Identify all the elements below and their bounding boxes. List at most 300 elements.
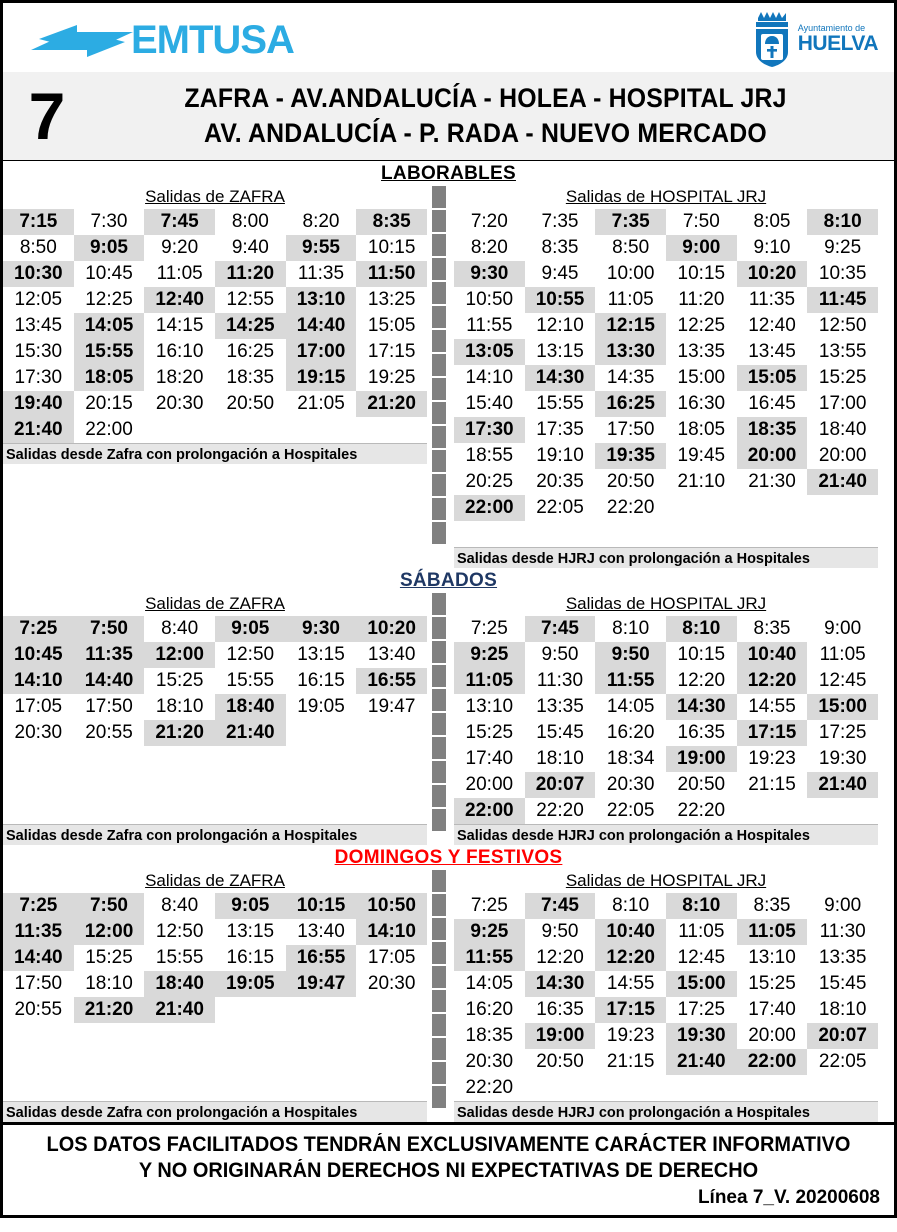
- column-divider: [435, 186, 443, 568]
- time-cell: 19:25: [367, 366, 416, 388]
- time-cell: 10:15: [367, 236, 416, 258]
- route-number: 7: [28, 79, 66, 153]
- column-note-right: Salidas desde HJRJ con prolongación a Hospitales: [454, 824, 878, 845]
- time-cell: 8:50: [19, 236, 57, 258]
- time-cell: 16:20: [465, 998, 514, 1020]
- time-cell: 19:00: [525, 1023, 596, 1049]
- time-cell: 21:20: [74, 997, 145, 1023]
- times-grid-left: [3, 616, 427, 746]
- time-cell: 19:23: [748, 747, 796, 769]
- time-cell: 15:25: [818, 366, 867, 388]
- time-cell: 12:20: [677, 669, 726, 691]
- time-cell: 12:55: [226, 288, 275, 310]
- time-cell: 11:35: [74, 642, 145, 668]
- disclaimer-line-2: Y NO ORIGINARÁN DERECHOS NI EXPECTATIVAS DE DERECHO: [138, 1158, 759, 1182]
- time-cell: 12:00: [74, 919, 145, 945]
- time-cell: 8:10: [612, 617, 650, 639]
- divider-dash: [432, 689, 446, 711]
- column-header-left: Salidas de ZAFRA: [145, 870, 285, 890]
- column-header-right: Salidas de HOSPITAL JRJ: [565, 593, 767, 613]
- time-cell: 14:30: [525, 971, 596, 997]
- time-cell-empty: [356, 720, 427, 746]
- time-cell: 20:30: [367, 972, 416, 994]
- time-cell: 7:25: [3, 893, 74, 919]
- time-cell: 7:50: [74, 616, 145, 642]
- time-cell: 21:30: [748, 470, 796, 492]
- huelva-crest-icon: [752, 10, 792, 68]
- time-cell: 19:47: [286, 971, 357, 997]
- time-cell: 18:35: [465, 1024, 514, 1046]
- time-cell: 17:50: [85, 695, 133, 717]
- divider-dash: [432, 258, 446, 280]
- time-cell: 20:50: [677, 773, 726, 795]
- time-cell: 20:50: [536, 1050, 584, 1072]
- column-header-left: Salidas de ZAFRA: [145, 186, 285, 206]
- time-cell: 11:35: [748, 288, 796, 310]
- time-cell: 13:15: [536, 340, 584, 362]
- huelva-label: HUELVA: [797, 32, 878, 55]
- divider-dash: [432, 234, 446, 256]
- time-cell: 16:35: [677, 721, 726, 743]
- time-cell: 21:40: [807, 772, 878, 798]
- divider-dash: [432, 593, 446, 615]
- time-cell: 21:20: [356, 391, 427, 417]
- time-cell: 10:15: [677, 643, 726, 665]
- column-header-left: Salidas de ZAFRA: [145, 593, 285, 613]
- divider-dash: [432, 450, 446, 472]
- time-cell: 11:05: [819, 643, 866, 665]
- time-cell: 16:45: [748, 392, 796, 414]
- time-cell: 12:25: [677, 314, 726, 336]
- section-title-sabados: SÁBADOS: [399, 569, 498, 591]
- time-cell: 7:50: [74, 893, 145, 919]
- time-cell: 13:45: [748, 340, 796, 362]
- column-note-right: Salidas desde HJRJ con prolongación a Hospitales: [454, 547, 878, 568]
- time-cell: 10:50: [356, 893, 427, 919]
- time-cell: 10:35: [818, 262, 867, 284]
- schedule-column-left: [3, 593, 427, 845]
- time-cell: 14:40: [286, 313, 357, 339]
- divider-dash: [432, 1014, 446, 1036]
- time-cell: 15:00: [807, 694, 878, 720]
- time-cell: 7:25: [470, 617, 508, 639]
- time-cell: 11:30: [536, 669, 584, 691]
- time-cell: 8:35: [753, 617, 791, 639]
- time-cell: 9:40: [231, 236, 269, 258]
- time-cell: 10:20: [356, 616, 427, 642]
- time-cell: 14:05: [74, 313, 145, 339]
- time-cell: 8:35: [541, 236, 579, 258]
- time-cell: 20:30: [606, 773, 655, 795]
- column-divider: [435, 870, 443, 1122]
- time-cell: 17:40: [465, 747, 514, 769]
- time-cell: 16:55: [286, 945, 357, 971]
- time-cell: 13:10: [465, 695, 514, 717]
- time-cell: 9:45: [541, 262, 579, 284]
- time-cell: 15:55: [226, 669, 275, 691]
- time-cell: 17:40: [748, 998, 796, 1020]
- time-cell: 22:00: [454, 798, 525, 824]
- divider-dash: [432, 918, 446, 940]
- divider-dash: [432, 737, 446, 759]
- time-cell: 19:05: [297, 695, 345, 717]
- time-cell: 8:10: [612, 894, 650, 916]
- time-cell: 21:15: [748, 773, 796, 795]
- time-cell: 9:30: [454, 261, 525, 287]
- schedule-column-left: [3, 870, 427, 1122]
- time-cell: 14:40: [3, 945, 74, 971]
- time-cell: 19:47: [367, 695, 416, 717]
- time-cell: 14:10: [3, 668, 74, 694]
- time-cell: 10:20: [737, 261, 808, 287]
- huelva-city-logo: [752, 8, 878, 70]
- time-cell: 19:00: [666, 746, 737, 772]
- time-cell: 7:45: [144, 209, 215, 235]
- time-cell: 13:40: [367, 643, 416, 665]
- time-cell: 17:05: [367, 946, 416, 968]
- section-columns: [3, 870, 894, 1122]
- emtusa-logo: [29, 17, 294, 63]
- time-cell: 20:35: [536, 470, 584, 492]
- time-cell: 17:05: [14, 695, 63, 717]
- column-note-left: Salidas desde Zafra con prolongación a Hospitales: [3, 443, 427, 464]
- time-cell: 14:10: [356, 919, 427, 945]
- time-cell: 17:30: [14, 366, 63, 388]
- time-cell: 22:05: [818, 1050, 867, 1072]
- time-cell-empty: [807, 495, 878, 521]
- time-cell-empty: [286, 417, 357, 443]
- schedule-section-laborables: [3, 161, 894, 568]
- column-header-right: Salidas de HOSPITAL JRJ: [565, 186, 767, 206]
- section-title-domingos: DOMINGOS Y FESTIVOS: [334, 846, 563, 868]
- time-cell: 9:25: [454, 919, 525, 945]
- time-cell: 9:00: [824, 617, 862, 639]
- time-cell: 18:55: [465, 444, 514, 466]
- footer: [0, 1125, 897, 1219]
- time-cell: 21:40: [144, 997, 215, 1023]
- time-cell: 8:05: [753, 210, 791, 232]
- time-cell: 14:10: [465, 366, 514, 388]
- time-cell: 7:15: [3, 209, 74, 235]
- column-filler: [3, 1023, 427, 1101]
- time-cell: 14:05: [606, 695, 655, 717]
- time-cell: 9:55: [286, 235, 357, 261]
- time-cell: 7:35: [595, 209, 666, 235]
- time-cell: 13:05: [454, 339, 525, 365]
- time-cell: 9:25: [454, 642, 525, 668]
- time-cell: 9:25: [824, 236, 862, 258]
- time-cell: 11:30: [819, 920, 866, 942]
- time-cell: 15:25: [155, 669, 204, 691]
- times-grid-right: [454, 209, 878, 521]
- time-cell: 19:40: [3, 391, 74, 417]
- time-cell-empty: [356, 417, 427, 443]
- time-cell: 15:25: [465, 721, 514, 743]
- time-cell: 10:40: [737, 642, 808, 668]
- time-cell: 22:05: [606, 799, 655, 821]
- column-divider: [435, 593, 443, 845]
- time-cell: 22:20: [677, 799, 726, 821]
- column-note-left: Salidas desde Zafra con prolongación a Hospitales: [3, 1101, 427, 1122]
- time-cell: 15:00: [666, 971, 737, 997]
- divider-dash: [432, 378, 446, 400]
- time-cell: 13:45: [14, 314, 63, 336]
- times-grid-right: [454, 616, 878, 824]
- emtusa-wordmark: EMTUSA: [131, 17, 294, 62]
- time-cell: 18:05: [74, 365, 145, 391]
- time-cell: 22:05: [536, 496, 584, 518]
- time-cell: 15:30: [14, 340, 63, 362]
- time-cell: 8:00: [231, 210, 269, 232]
- time-cell: 8:35: [356, 209, 427, 235]
- emtusa-arrows-icon: [29, 20, 135, 60]
- time-cell: 15:55: [74, 339, 145, 365]
- time-cell: 21:40: [666, 1049, 737, 1075]
- schedule-column-right: [454, 870, 878, 1122]
- divider-dash: [432, 1086, 446, 1108]
- time-cell: 8:50: [612, 236, 650, 258]
- time-cell: 20:50: [606, 470, 655, 492]
- column-filler: [3, 746, 427, 824]
- time-cell: 8:10: [807, 209, 878, 235]
- time-cell: 20:50: [226, 392, 275, 414]
- time-cell: 17:35: [536, 418, 584, 440]
- time-cell: 16:15: [226, 946, 275, 968]
- divider-dash: [432, 426, 446, 448]
- time-cell: 21:20: [144, 720, 215, 746]
- time-cell: 16:55: [356, 668, 427, 694]
- time-cell: 13:35: [677, 340, 726, 362]
- divider-dash: [432, 761, 446, 783]
- time-cell: 8:20: [470, 236, 508, 258]
- time-cell: 9:05: [74, 235, 145, 261]
- time-cell: 19:35: [595, 443, 666, 469]
- time-cell: 19:30: [666, 1023, 737, 1049]
- divider-dash: [432, 641, 446, 663]
- time-cell: 9:30: [286, 616, 357, 642]
- column-filler: [3, 464, 427, 568]
- time-cell: 13:10: [286, 287, 357, 313]
- time-cell: 14:40: [74, 668, 145, 694]
- time-cell: 12:25: [85, 288, 133, 310]
- ayuntamiento-label: Ayuntamiento de: [797, 23, 866, 33]
- time-cell: 11:05: [454, 668, 525, 694]
- time-cell: 13:30: [595, 339, 666, 365]
- divider-dash: [432, 330, 446, 352]
- time-cell: 21:40: [215, 720, 286, 746]
- time-cell: 22:00: [737, 1049, 808, 1075]
- time-cell: 12:50: [155, 920, 204, 942]
- time-cell: 17:00: [286, 339, 357, 365]
- time-cell-empty: [356, 997, 427, 1023]
- time-cell: 18:20: [155, 366, 204, 388]
- time-cell: 17:15: [737, 720, 808, 746]
- time-cell: 20:55: [14, 998, 63, 1020]
- time-cell: 14:30: [666, 694, 737, 720]
- divider-dash: [432, 713, 446, 735]
- schedule-column-right: [454, 186, 878, 568]
- time-cell: 21:10: [677, 470, 726, 492]
- time-cell: 20:07: [525, 772, 596, 798]
- time-cell-empty: [525, 1075, 596, 1101]
- time-cell: 16:30: [677, 392, 726, 414]
- time-cell: 17:25: [677, 998, 726, 1020]
- time-cell: 18:10: [818, 998, 867, 1020]
- divider-dash: [432, 966, 446, 988]
- time-cell: 7:45: [525, 893, 596, 919]
- time-cell: 20:00: [737, 443, 808, 469]
- time-cell: 15:00: [677, 366, 726, 388]
- time-cell: 13:35: [536, 695, 584, 717]
- time-cell: 22:20: [606, 496, 655, 518]
- time-cell: 14:55: [606, 972, 655, 994]
- time-cell: 19:30: [818, 747, 867, 769]
- time-cell: 11:35: [3, 919, 74, 945]
- time-cell: 13:40: [297, 920, 345, 942]
- time-cell: 11:50: [356, 261, 427, 287]
- times-grid-right: [454, 893, 878, 1101]
- time-cell: 15:25: [85, 946, 133, 968]
- time-cell: 18:05: [677, 418, 726, 440]
- time-cell-empty: [807, 1075, 878, 1101]
- time-cell: 8:10: [666, 893, 737, 919]
- time-cell: 21:15: [606, 1050, 655, 1072]
- time-cell: 18:35: [226, 366, 275, 388]
- time-cell: 7:25: [3, 616, 74, 642]
- divider-dash: [432, 665, 446, 687]
- time-cell: 22:20: [536, 799, 584, 821]
- times-grid-left: [3, 893, 427, 1023]
- divider-dash: [432, 809, 446, 831]
- time-cell-empty: [666, 1075, 737, 1101]
- time-cell: 18:10: [536, 747, 584, 769]
- column-filler: [454, 521, 878, 547]
- time-cell: 20:00: [748, 1024, 796, 1046]
- time-cell: 11:05: [737, 919, 808, 945]
- time-cell: 16:15: [297, 669, 345, 691]
- time-cell: 21:40: [807, 469, 878, 495]
- time-cell: 12:50: [818, 314, 867, 336]
- time-cell-empty: [737, 1075, 808, 1101]
- disclaimer-line-1: LOS DATOS FACILITADOS TENDRÁN EXCLUSIVAMENTE CARÁCTER INFORMATIVO: [46, 1132, 851, 1156]
- time-cell: 21:05: [297, 392, 345, 414]
- time-cell: 11:05: [607, 288, 654, 310]
- time-cell: 9:50: [595, 642, 666, 668]
- time-cell: 13:10: [748, 946, 796, 968]
- time-cell: 13:15: [297, 643, 345, 665]
- time-cell: 18:35: [737, 417, 808, 443]
- divider-dash: [432, 306, 446, 328]
- time-cell: 12:15: [595, 313, 666, 339]
- time-cell: 10:45: [3, 642, 74, 668]
- divider-dash: [432, 210, 446, 232]
- time-cell: 9:00: [824, 894, 862, 916]
- version-label: Línea 7_V. 20200608: [697, 1187, 880, 1209]
- time-cell: 15:05: [367, 314, 416, 336]
- divider-dash: [432, 1038, 446, 1060]
- time-cell: 9:50: [541, 920, 579, 942]
- time-cell: 22:00: [454, 495, 525, 521]
- time-cell: 16:25: [595, 391, 666, 417]
- time-cell: 12:40: [144, 287, 215, 313]
- time-cell: 13:55: [818, 340, 867, 362]
- time-cell: 14:15: [155, 314, 204, 336]
- divider-dash: [432, 785, 446, 807]
- time-cell: 8:35: [753, 894, 791, 916]
- divider-dash: [432, 186, 446, 208]
- divider-dash: [432, 474, 446, 496]
- time-cell: 11:20: [678, 288, 725, 310]
- huelva-label-block: [798, 24, 878, 54]
- column-header-right: Salidas de HOSPITAL JRJ: [565, 870, 767, 890]
- time-cell: 11:05: [678, 920, 725, 942]
- time-cell: 17:50: [14, 972, 63, 994]
- time-cell: 12:00: [144, 642, 215, 668]
- time-cell: 10:45: [85, 262, 133, 284]
- time-cell: 15:25: [748, 972, 796, 994]
- time-cell: 16:35: [536, 998, 584, 1020]
- time-cell-empty: [215, 997, 286, 1023]
- time-cell: 11:55: [454, 945, 525, 971]
- time-cell: 17:00: [818, 392, 867, 414]
- time-cell: 15:55: [536, 392, 584, 414]
- divider-dash: [432, 354, 446, 376]
- time-cell: 8:40: [161, 617, 199, 639]
- times-grid-left: [3, 209, 427, 443]
- time-cell: 20:15: [85, 392, 133, 414]
- time-cell: 20:30: [465, 1050, 514, 1072]
- time-cell: 17:15: [595, 997, 666, 1023]
- time-cell: 7:35: [541, 210, 579, 232]
- divider-dash: [432, 282, 446, 304]
- time-cell: 16:25: [226, 340, 275, 362]
- time-cell: 12:50: [226, 643, 275, 665]
- time-cell-empty: [144, 417, 215, 443]
- time-cell: 10:55: [525, 287, 596, 313]
- section-columns: [3, 186, 894, 568]
- time-cell: 12:10: [536, 314, 584, 336]
- time-cell: 11:05: [156, 262, 203, 284]
- time-cell: 20:55: [85, 721, 133, 743]
- time-cell-empty: [807, 798, 878, 824]
- time-cell: 14:55: [748, 695, 796, 717]
- time-cell: 17:30: [454, 417, 525, 443]
- time-cell: 7:45: [525, 616, 596, 642]
- time-cell: 8:40: [161, 894, 199, 916]
- time-cell: 7:25: [470, 894, 508, 916]
- time-cell: 12:45: [818, 669, 867, 691]
- time-cell-empty: [215, 417, 286, 443]
- schedule-section-domingos: [3, 845, 894, 1122]
- time-cell: 12:05: [14, 288, 63, 310]
- time-cell: 11:55: [466, 314, 513, 336]
- time-cell: 18:34: [606, 747, 655, 769]
- schedule-section-sabados: [3, 568, 894, 845]
- time-cell: 9:05: [215, 616, 286, 642]
- time-cell: 17:50: [606, 418, 655, 440]
- section-title-laborables: LABORABLES: [381, 163, 516, 184]
- time-cell: 10:15: [677, 262, 726, 284]
- time-cell: 11:35: [297, 262, 345, 284]
- time-cell: 14:05: [465, 972, 514, 994]
- time-cell: 14:25: [215, 313, 286, 339]
- route-title-lines: [91, 81, 894, 150]
- time-cell: 15:45: [536, 721, 584, 743]
- time-cell: 9:20: [161, 236, 199, 258]
- schedule-body: [0, 160, 897, 1125]
- time-cell: 15:45: [818, 972, 867, 994]
- time-cell: 12:45: [677, 946, 726, 968]
